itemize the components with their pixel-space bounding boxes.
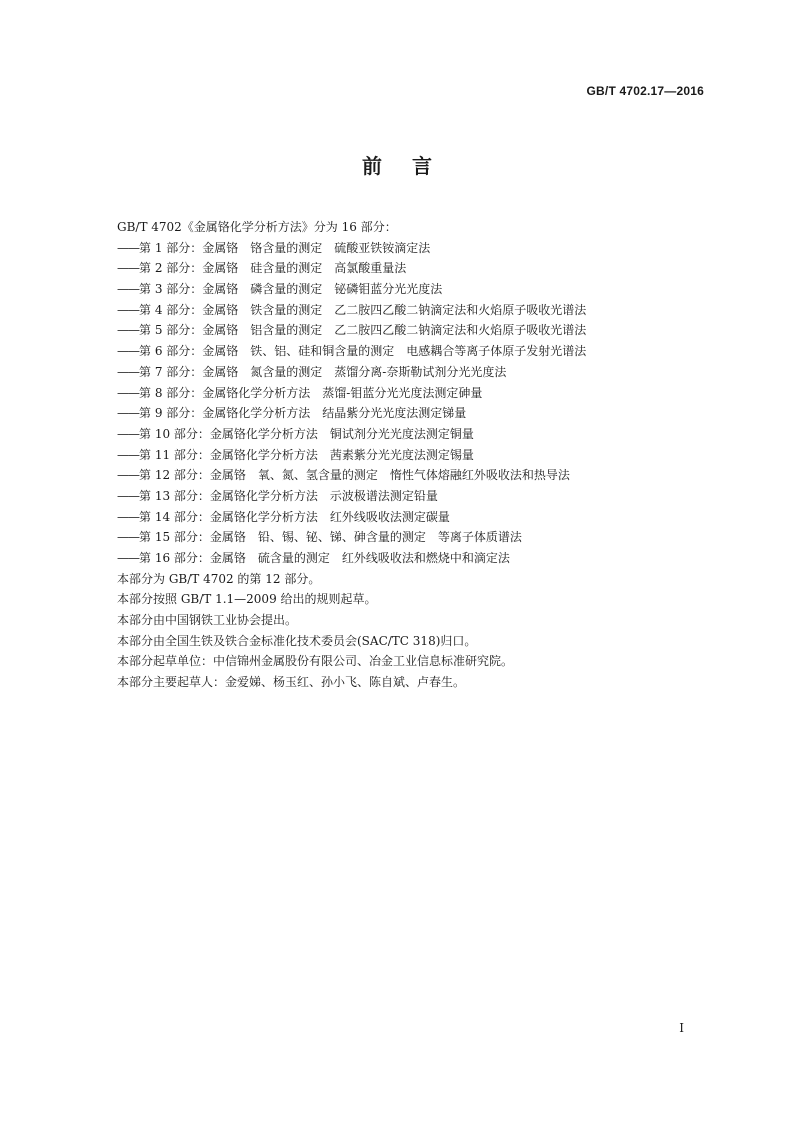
part-text: 第 16 部分：金属铬 硫含量的测定 红外线吸收法和燃烧中和滴定法 [139,551,510,565]
paragraph: 本部分起草单位：中信锦州金属股份有限公司、冶金工业信息标准研究院。 [117,654,514,669]
list-dash: —— [117,447,139,462]
part-list-item [117,424,697,445]
paragraph: 本部分为 GB/T 4702 的第 12 部分。 [117,571,321,586]
list-dash: —— [117,426,139,441]
list-dash: —— [117,551,139,565]
part-text: 第 1 部分：金属铬 铬含量的测定 硫酸亚铁铵滴定法 [139,240,431,255]
part-text: 第 3 部分：金属铬 磷含量的测定 铋磷钼蓝分光光度法 [139,282,443,297]
part-list-item [117,383,697,404]
part-list-item [117,403,697,424]
list-dash: —— [117,488,139,503]
page-title: 前言 [362,154,462,178]
part-text: 第 8 部分：金属铬化学分析方法 蒸馏-钼蓝分光光度法测定砷量 [139,385,483,400]
list-dash: —— [117,530,139,545]
paragraph: 本部分主要起草人：金爱娣、杨玉红、孙小飞、陈自斌、卢春生。 [117,675,466,690]
list-dash: —— [117,302,139,317]
page-number: I [679,1021,684,1035]
part-text: 第 11 部分：金属铬化学分析方法 茜素紫分光光度法测定锡量 [139,447,474,462]
part-list-item [117,527,697,548]
part-text: 第 4 部分：金属铬 铁含量的测定 乙二胺四乙酸二钠滴定法和火焰原子吸收光谱法 [139,302,587,317]
part-list-item [117,300,697,321]
intro-line: GB/T 4702《金属铬化学分析方法》分为 16 部分： [117,220,397,234]
part-list-item [117,320,697,341]
part-list-item [117,362,697,383]
part-list-item [117,465,697,486]
part-text: 第 12 部分：金属铬 氧、氮、氢含量的测定 惰性气体熔融红外吸收法和热导法 [139,468,570,483]
list-dash: —— [117,261,139,276]
list-dash: —— [117,406,139,421]
parts-list [117,238,697,569]
part-text: 第 13 部分：金属铬化学分析方法 示波极谱法测定铅量 [139,488,438,503]
paragraph: 本部分由中国钢铁工业协会提出。 [117,613,298,628]
list-dash: —— [117,364,139,379]
paragraph: 本部分由全国生铁及铁合金标准化技术委员会(SAC/TC 318)归口。 [117,633,477,648]
list-dash: —— [117,282,139,297]
part-list-item [117,341,697,362]
part-text: 第 15 部分：金属铬 铅、锡、铋、锑、砷含量的测定 等离子体质谱法 [139,530,522,545]
list-dash: —— [117,323,139,338]
part-list-item [117,238,697,259]
paragraph: 本部分按照 GB/T 1.1—2009 给出的规则起草。 [117,592,377,607]
part-list-item [117,258,697,279]
standard-code: GB/T 4702.17—2016 [586,84,704,98]
part-list-item [117,486,697,507]
part-text: 第 10 部分：金属铬化学分析方法 铜试剂分光光度法测定铜量 [139,426,474,441]
list-dash: —— [117,385,139,400]
paragraph-list [117,569,697,693]
list-dash: —— [117,509,139,524]
part-text: 第 6 部分：金属铬 铁、铝、硅和铜含量的测定 电感耦合等离子体原子发射光谱法 [139,344,587,359]
part-list-item [117,548,697,569]
part-list-item [117,507,697,528]
part-text: 第 14 部分：金属铬化学分析方法 红外线吸收法测定碳量 [139,509,450,524]
part-text: 第 9 部分：金属铬化学分析方法 结晶紫分光光度法测定锑量 [139,406,467,421]
part-list-item [117,279,697,300]
document-body [117,217,697,693]
part-text: 第 5 部分：金属铬 铝含量的测定 乙二胺四乙酸二钠滴定法和火焰原子吸收光谱法 [139,323,587,338]
list-dash: —— [117,344,139,359]
list-dash: —— [117,468,139,483]
part-text: 第 7 部分：金属铬 氮含量的测定 蒸馏分离-奈斯勒试剂分光光度法 [139,364,507,379]
part-text: 第 2 部分：金属铬 硅含量的测定 高氯酸重量法 [139,261,407,276]
list-dash: —— [117,240,139,255]
part-list-item [117,445,697,466]
